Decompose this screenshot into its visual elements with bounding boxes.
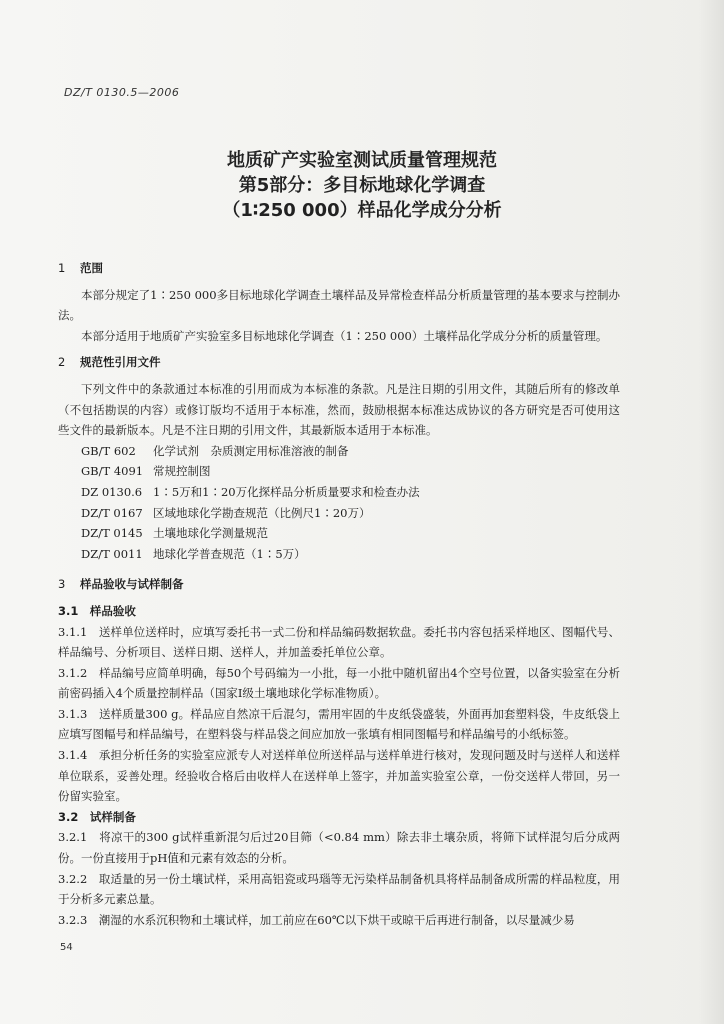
reference-item [81,523,620,544]
section-number: 3 [58,577,66,592]
paragraph: 本部分适用于地质矿产实验室多目标地球化学调查（1∶250 000）土壤样品化学成分分析的质量管理。 [81,328,608,343]
reference-code: DZ/T 0145 [81,526,143,541]
reference-item [81,482,620,503]
document-title [0,148,724,223]
subsection-heading-3-1: 3.1 样品验收 [58,603,136,618]
reference-title: 土壤地球化学测量规范 [153,526,268,541]
clause-3-2-1: 3.2.1 将凉干的300 g试样重新混匀后过20目筛（<0.84 mm）除去非土壤杂质，将筛下试样混匀后分成两份。一份直接用于pH值和元素有效态的分析。 [58,830,620,866]
section-title: 规范性引用文件 [80,355,161,370]
reference-title: 地球化学普查规范（1∶5万） [153,546,306,561]
section-heading-3 [58,574,620,595]
reference-list [58,441,620,565]
section-title: 范围 [80,261,103,275]
reference-code: DZ/T 0167 [81,505,143,520]
section-title: 样品验收与试样制备 [80,577,184,592]
clause-3-1-1: 3.1.1 送样单位送样时，应填写委托书一式二份和样品编码数据软盘。委托书内容包括采样地区、图幅代号、样品编号、分析项目、送样日期、送样人，并加盖委托单位公章。 [58,624,620,660]
reference-item [81,461,620,482]
reference-item [81,544,620,565]
page-number: 54 [60,942,73,953]
clause-3-1-3: 3.1.3 送样质量300 g。样品应自然凉干后混匀，需用牢固的牛皮纸袋盛装，外面再加套塑料袋，牛皮纸袋上应填写图幅号和样品编号，在塑料袋与样品袋之间应加放一张填有相同图幅号和样品编号的小纸标签。 [58,706,620,742]
subsection-heading-3-2: 3.2 试样制备 [58,809,136,824]
clause-3-2-2: 3.2.2 取适量的另一份土壤试样，采用高铝瓷或玛瑙等无污染样品制备机具将样品制备成所需的样品粒度，用于分析多元素总量。 [58,871,620,907]
section-number: 2 [58,355,66,370]
clause-3-2-3: 3.2.3 潮湿的水系沉积物和土壤试样，加工前应在60℃以下烘干或晾干后再进行制备，以尽量减少易 [58,912,575,927]
reference-code: GB/T 4091 [81,464,144,479]
section-number: 1 [58,261,66,275]
paragraph: 本部分规定了1∶250 000多目标地球化学调查土壤样品及异常检查样品分析质量管理的基本要求与控制办法。 [58,287,620,323]
title-line-1: 地质矿产实验室测试质量管理规范 [227,150,497,171]
reference-title: 常规控制图 [153,464,211,479]
section-heading-2 [58,352,620,373]
reference-title: 1∶5万和1∶20万化探样品分析质量要求和检查办法 [153,484,420,499]
clause-3-1-4: 3.1.4 承担分析任务的实验室应派专人对送样单位所送样品与送样单进行核对，发现问题及时与送样人和送样单位联系，妥善处理。经验收合格后由收样人在送样单上签字，并加盖实验室公章，一份交送样人带回，另一份留实验室。 [58,748,620,804]
reference-item [81,503,620,524]
standard-code: DZ/T 0130.5—2006 [64,86,180,99]
title-line-3: （1∶250 000）样品化学成分分析 [222,200,502,221]
title-line-2: 第5部分：多目标地球化学调查 [238,175,486,196]
reference-item [81,441,620,462]
reference-code: DZ 0130.6 [81,484,143,499]
reference-code: DZ/T 0011 [81,546,143,561]
document-body [58,258,620,930]
reference-code: GB/T 602 [81,443,136,458]
paragraph: 下列文件中的条款通过本标准的引用而成为本标准的条款。凡是注日期的引用文件，其随后所有的修改单（不包括勘误的内容）或修订版均不适用于本标准，然而，鼓励根据本标准达成协议的各方研究是否可使用这些文件的最新版本。凡是不注日期的引用文件，其最新版本适用于本标准。 [58,381,620,438]
reference-title: 化学试剂 杂质测定用标准溶液的制备 [153,443,349,458]
clause-3-1-2: 3.1.2 样品编号应简单明确，每50个号码编为一小批，每一小批中随机留出4个空号位置，以备实验室在分析前密码插入4个质量控制样品（国家Ⅰ级土壤地球化学标准物质）。 [58,665,620,701]
reference-title: 区域地球化学勘查规范（比例尺1∶20万） [153,505,371,520]
section-heading-1 [58,258,620,279]
